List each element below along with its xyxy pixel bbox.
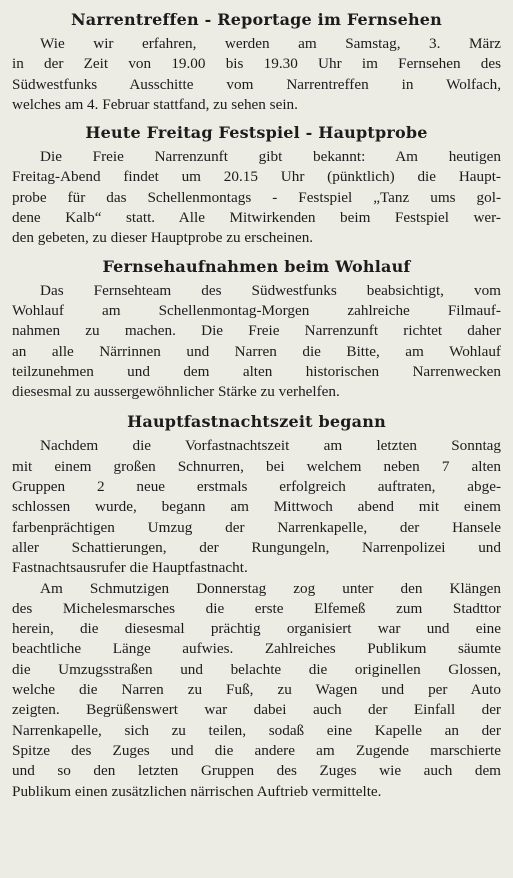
article-body (12, 436, 501, 801)
text-line: dene Kalb“ statt. Alle Mitwirkenden beim Festspiel wer- (12, 209, 501, 227)
text-line: Nachdem die Vorfastnachtszeit am letzten Sonntag (40, 437, 501, 455)
text-line: welche die Narren zu Fuß, zu Wagen und per Auto (12, 681, 501, 699)
text-line: in der Zeit von 19.00 bis 19.30 Uhr im Fernsehen des (12, 55, 501, 73)
text-line: mit einem großen Schnurren, bei welchem neben 7 alten (12, 457, 501, 475)
text-line: des Michelesmarsches die erste Elfemeß zum Stadttor (12, 599, 501, 617)
article-hauptfastnachtszeit (12, 408, 501, 801)
text-line: diesesmal zu aussergewöhnlicher Stärke zu verhelfen. (12, 383, 340, 401)
text-line: Wohlauf am Schellenmontag-Morgen zahlreiche Filmauf- (12, 301, 501, 319)
text-line: zeigten. Begrüßenswert war dabei auch der Einfall der (12, 701, 501, 719)
text-line: teilzunehmen und dem alten historischen Narrenwecken (12, 362, 501, 380)
text-line: Am Schmutzigen Donnerstag zog unter den Klängen (40, 579, 501, 597)
article-body (12, 281, 501, 403)
text-line: Narrenkapelle, sich zu teilen, sodaß eine Kapelle an der (12, 721, 501, 739)
text-line: aller Schattierungen, der Rungungeln, Narrenpolizei und (12, 538, 501, 556)
text-line: Spitze des Zuges und die andere am Zugende marschierte (12, 741, 501, 759)
text-line: farbenprächtigen Umzug der Narrenkapelle, der Hansele (12, 518, 501, 536)
text-line: Publikum einen zusätzlichen närrischen Auftrieb vermittelte. (12, 782, 382, 800)
text-line: die Umzugsstraßen und belachte die originellen Glossen, (12, 660, 501, 678)
text-line: an alle Närrinnen und Narren die Bitte, am Wohlauf (12, 342, 501, 360)
text-line: Südwestfunks Ausschitte vom Narrentreffen in Wolfach, (12, 75, 501, 93)
text-line: welches am 4. Februar stattfand, zu sehen sein. (12, 95, 298, 113)
article-body (12, 147, 501, 248)
text-line: herein, die diesesmal prächtig organisiert war und eine (12, 620, 501, 638)
article-title: Heute Freitag Festspiel - Hauptprobe (85, 123, 428, 143)
article-body (12, 34, 501, 115)
text-line: Freitag-Abend findet um 20.15 Uhr (pünktlich) die Haupt- (12, 168, 501, 186)
text-line: Das Fernsehteam des Südwestfunks beabsichtigt, vom (40, 281, 501, 299)
article-narrentreffen (12, 6, 501, 115)
text-line: beachtliche Länge aufwies. Zahlreiches Publikum säumte (12, 640, 501, 658)
text-line: Wie wir erfahren, werden am Samstag, 3. März (40, 35, 501, 52)
text-line: schlossen wurde, begann am Mittwoch abend mit einem (12, 498, 501, 516)
article-fernsehaufnahmen (12, 253, 501, 403)
text-line: den gebeten, zu dieser Hauptprobe zu erscheinen. (12, 229, 314, 247)
text-line: und so den letzten Gruppen des Zuges wie auch dem (12, 762, 501, 780)
text-line: Fastnachtsausrufer die Hauptfastnacht. (12, 559, 248, 577)
article-title: Fernsehaufnahmen beim Wohlauf (102, 256, 411, 276)
article-festspiel-hauptprobe (12, 119, 501, 248)
text-line: Die Freie Narrenzunft gibt bekannt: Am heutigen (40, 148, 501, 166)
text-line: probe für das Schellenmontags - Festspiel „Tanz ums gol- (12, 188, 501, 206)
article-title: Narrentreffen - Reportage im Fernsehen (70, 10, 443, 29)
text-line: nahmen zu machen. Die Freie Narrenzunft richtet daher (12, 322, 501, 340)
text-line: Gruppen 2 neue erstmals erfolgreich auftraten, abge- (12, 478, 501, 496)
article-title: Hauptfastnachtszeit begann (127, 412, 386, 432)
